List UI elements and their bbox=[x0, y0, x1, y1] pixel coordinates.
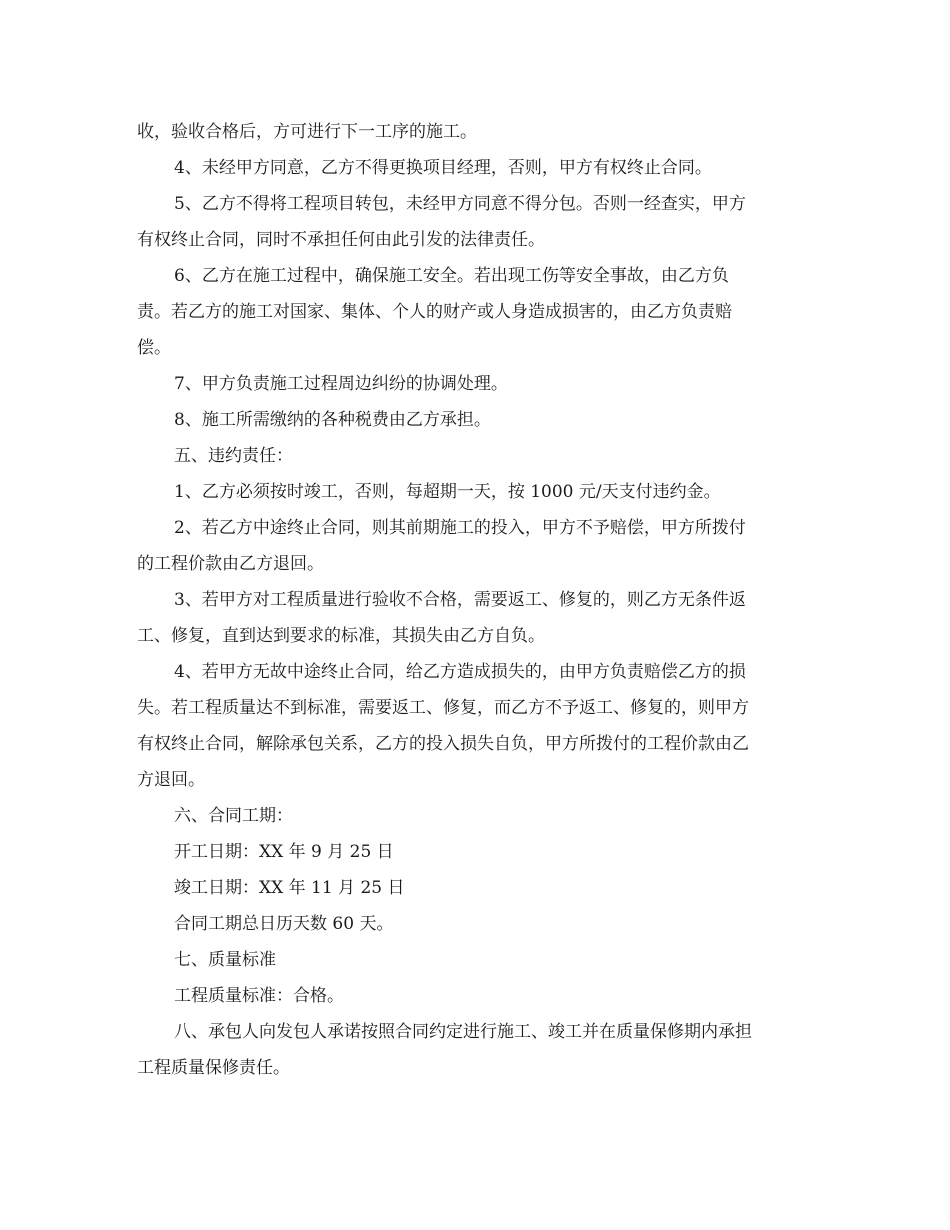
text-line: 3、若甲方对工程质量进行验收不合格，需要返工、修复的，则乙方无条件返 bbox=[174, 590, 746, 610]
text-line: 4、若甲方无故中途终止合同，给乙方造成损失的，由甲方负责赔偿乙方的损 bbox=[174, 662, 746, 682]
text-line: 偿。 bbox=[137, 338, 171, 358]
text-line: 合同工期总日历天数 60 天。 bbox=[174, 914, 394, 934]
text-line: 七、质量标准 bbox=[174, 950, 276, 970]
text-line: 六、合同工期： bbox=[174, 806, 293, 826]
text-line: 失。若工程质量达不到标准，需要返工、修复，而乙方不予返工、修复的，则甲方 bbox=[137, 698, 749, 718]
text-line: 五、违约责任： bbox=[174, 446, 293, 466]
text-line: 的工程价款由乙方退回。 bbox=[137, 554, 324, 574]
text-line: 4、未经甲方同意，乙方不得更换项目经理，否则，甲方有权终止合同。 bbox=[174, 158, 712, 178]
text-line: 竣工日期：XX 年 11 月 25 日 bbox=[174, 878, 405, 898]
text-line: 8、施工所需缴纳的各种税费由乙方承担。 bbox=[174, 410, 491, 430]
text-line: 责。若乙方的施工对国家、集体、个人的财产或人身造成损害的，由乙方负责赔 bbox=[137, 302, 732, 322]
text-line: 7、甲方负责施工过程周边纠纷的协调处理。 bbox=[174, 374, 508, 394]
contract-body bbox=[137, 114, 813, 1086]
text-line: 八、承包人向发包人承诺按照合同约定进行施工、竣工并在质量保修期内承担 bbox=[174, 1022, 752, 1042]
text-line: 有权终止合同，解除承包关系，乙方的投入损失自负，甲方所拨付的工程价款由乙 bbox=[137, 734, 749, 754]
text-line: 工程质量保修责任。 bbox=[137, 1058, 290, 1078]
text-line: 5、乙方不得将工程项目转包，未经甲方同意不得分包。否则一经查实，甲方 bbox=[174, 194, 746, 214]
text-line: 6、乙方在施工过程中，确保施工安全。若出现工伤等安全事故，由乙方负 bbox=[174, 266, 729, 286]
text-line: 方退回。 bbox=[137, 770, 205, 790]
text-line: 1、乙方必须按时竣工，否则，每超期一天，按 1000 元/天支付违约金。 bbox=[174, 482, 721, 502]
text-line: 工、修复，直到达到要求的标准，其损失由乙方自负。 bbox=[137, 626, 545, 646]
text-line: 工程质量标准：合格。 bbox=[174, 986, 344, 1006]
text-line: 开工日期：XX 年 9 月 25 日 bbox=[174, 842, 394, 862]
text-line: 收，验收合格后，方可进行下一工序的施工。 bbox=[137, 122, 477, 142]
text-line: 有权终止合同，同时不承担任何由此引发的法律责任。 bbox=[137, 230, 545, 250]
text-line: 2、若乙方中途终止合同，则其前期施工的投入，甲方不予赔偿，甲方所拨付 bbox=[174, 518, 746, 538]
